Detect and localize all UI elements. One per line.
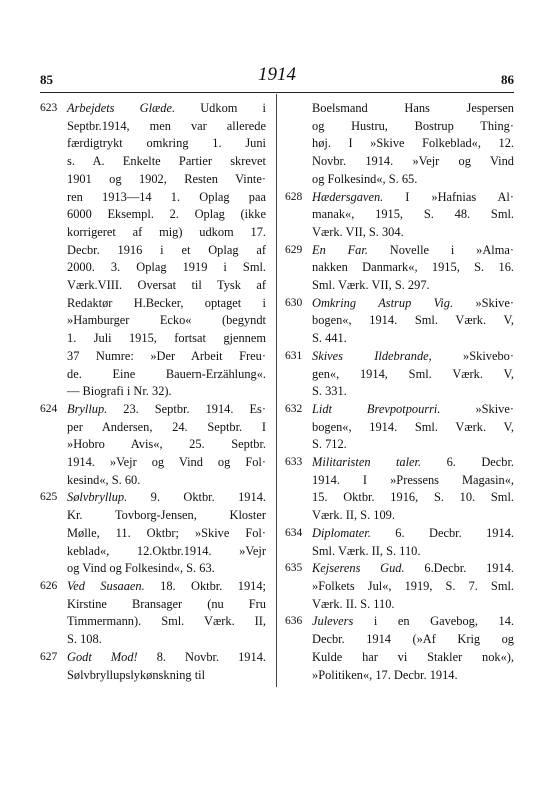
entry-line — [67, 401, 266, 419]
entry-number: 630 — [285, 296, 303, 309]
entry-line — [67, 277, 266, 295]
bibliography-entry — [285, 560, 514, 613]
entry-number: 626 — [40, 579, 58, 592]
entry-text: keblad«, 12.Oktbr.1914. »Vejr — [67, 543, 266, 558]
entry-title: Bryllup. — [67, 401, 108, 416]
entry-number: 628 — [285, 190, 303, 203]
bibliography-entry — [285, 242, 514, 295]
entry-number: 624 — [40, 402, 58, 415]
entry-text: Decbr. 1916 i et Oplag af — [67, 242, 266, 257]
entry-line — [312, 472, 514, 490]
entry-line — [67, 649, 266, 667]
entry-line — [312, 419, 514, 437]
entry-text: Værk.VIII. Oversat til Tysk af — [67, 278, 266, 293]
entry-line — [312, 596, 514, 614]
entry-text: Novbr. 1914. »Vejr og Vind — [312, 154, 514, 169]
entry-title: Sølvbryllup. — [67, 490, 128, 505]
entry-line — [67, 153, 266, 171]
entry-line — [67, 118, 266, 136]
entry-line — [312, 100, 514, 118]
entry-text: S. 108. — [67, 632, 102, 647]
entry-text: 15. Oktbr. 1916, S. 10. Sml. — [312, 490, 514, 505]
bibliography-entry — [40, 649, 266, 684]
entry-number: 632 — [285, 402, 303, 415]
entry-text: S. 441. — [312, 331, 347, 346]
entry-text: ren 1913—14 1. Oplag paa — [67, 189, 266, 204]
entry-line — [67, 206, 266, 224]
left-column — [40, 100, 266, 684]
entry-text: Redaktør H.Becker, optaget i — [67, 295, 266, 310]
entry-line — [312, 312, 514, 330]
entry-text: Kr. Tovborg-Jensen, Kloster — [67, 508, 266, 523]
entry-text: »Politiken«, 17. Decbr. 1914. — [312, 667, 458, 682]
entry-text: 6. Decbr. — [421, 455, 515, 470]
entry-number: 627 — [40, 650, 58, 663]
entry-text: gen«, 1914, Sml. Værk. V, — [312, 366, 514, 381]
entry-line — [312, 189, 514, 207]
entry-title: Militaristen taler. — [312, 455, 422, 470]
entry-number: 625 — [40, 491, 58, 504]
entry-text: og Hustru, Bostrup Thing· — [312, 118, 514, 133]
entry-text: Novelle i »Alma· — [367, 242, 515, 257]
entry-text: 37 Numre: »Der Arbeit Freu· — [67, 348, 266, 363]
entry-text: bogen«, 1914. Sml. Værk. V, — [312, 313, 514, 328]
entry-line — [67, 578, 266, 596]
entry-line — [312, 277, 514, 295]
header-rule — [40, 92, 514, 93]
entry-line — [312, 649, 514, 667]
bibliography-entry — [40, 489, 266, 578]
entry-line — [67, 596, 266, 614]
bibliography-entry — [285, 189, 514, 242]
entry-line — [312, 171, 514, 189]
entry-text: 6. Decbr. 1914. — [370, 525, 514, 540]
entry-text: Værk. VII, S. 304. — [312, 224, 404, 239]
bibliography-entry — [285, 100, 514, 189]
entry-number: 635 — [285, 562, 303, 575]
entry-line — [312, 118, 514, 136]
entry-line — [67, 472, 266, 490]
entry-line — [312, 436, 514, 454]
entry-line — [67, 348, 266, 366]
entry-title: Ved Susaaen. — [67, 578, 145, 593]
entry-text: Sml. Værk. VII, S. 297. — [312, 278, 430, 293]
entry-line — [67, 312, 266, 330]
entry-text: 1914. »Vejr og Vind og Fol· — [67, 455, 266, 470]
entry-text: 18. Oktbr. 1914; — [144, 578, 266, 593]
entry-text: 1901 og 1902, Resten Vinte· — [67, 171, 266, 186]
bibliography-entry — [40, 401, 266, 490]
entry-number: 629 — [285, 243, 303, 256]
entry-text: Udkom i — [175, 101, 266, 115]
entry-line — [67, 100, 266, 118]
entry-text: manak«, 1915, S. 48. Sml. — [312, 207, 514, 222]
entry-text: Sml. Værk. II, S. 110. — [312, 543, 421, 558]
entry-line — [312, 525, 514, 543]
entry-line — [67, 525, 266, 543]
entry-text: 9. Oktbr. 1914. — [127, 490, 266, 505]
entry-text: »Skive· — [440, 401, 514, 416]
entry-line — [312, 507, 514, 525]
entry-line — [67, 667, 266, 685]
entry-line — [67, 366, 266, 384]
entry-line — [312, 613, 514, 631]
entry-line — [312, 224, 514, 242]
bibliography-entry — [40, 578, 266, 649]
entry-line — [312, 578, 514, 596]
entry-text: »Skivebo· — [431, 348, 514, 363]
entry-line — [67, 295, 266, 313]
entry-line — [312, 206, 514, 224]
entry-line — [67, 543, 266, 561]
entry-title: En Far. — [312, 242, 368, 257]
entry-line — [67, 383, 266, 401]
running-title-year: 1914 — [258, 64, 296, 85]
entry-number: 634 — [285, 526, 303, 539]
entry-text: »Hobro Avis«, 25. Septbr. — [67, 437, 266, 452]
entry-line — [67, 507, 266, 525]
bibliography-entry — [285, 454, 514, 525]
right-page-number: 86 — [501, 72, 514, 87]
entry-text: 23. Septbr. 1914. Es· — [107, 401, 266, 416]
entry-line — [67, 419, 266, 437]
entry-line — [312, 454, 514, 472]
entry-text: i en Gavebog, 14. — [353, 614, 514, 629]
entry-text: Septbr.1914, men var allerede — [67, 118, 266, 133]
entry-text: kesind«, S. 60. — [67, 472, 141, 487]
entry-text: Boelsmand Hans Jespersen — [312, 101, 514, 115]
column-divider — [276, 94, 277, 687]
page-header — [40, 64, 514, 90]
entry-text: Kulde har vi Stakler nok«), — [312, 649, 514, 664]
bibliography-entry — [285, 348, 514, 401]
entry-title: Lidt Brevpotpourri. — [312, 401, 441, 416]
entry-line — [312, 153, 514, 171]
entry-line — [67, 330, 266, 348]
entry-title: Hædersgaven. — [312, 189, 384, 204]
entry-line — [67, 489, 266, 507]
entry-line — [67, 454, 266, 472]
entry-title: Kejserens Gud. — [312, 561, 405, 576]
entry-line — [312, 489, 514, 507]
entry-text: »Hamburger Ecko« (begyndt — [67, 313, 266, 328]
entry-number: 633 — [285, 456, 303, 469]
entry-text: »Skive· — [453, 295, 514, 310]
entry-title: Godt Mod! — [67, 649, 138, 664]
entry-line — [312, 242, 514, 260]
entry-text: S. 712. — [312, 437, 347, 452]
entry-text: 1914. I »Pressens Magasin«, — [312, 472, 514, 487]
entry-line — [67, 171, 266, 189]
entry-line — [312, 667, 514, 685]
entry-title: Skives Ildebrande, — [312, 348, 432, 363]
entry-title: Diplomater. — [312, 525, 371, 540]
entry-text: nakken Danmark«, 1915, S. 16. — [312, 260, 514, 275]
entry-line — [67, 560, 266, 578]
entry-text: Værk. II, S. 109. — [312, 508, 395, 523]
entry-line — [67, 135, 266, 153]
entry-line — [312, 135, 514, 153]
entry-line — [312, 560, 514, 578]
bibliography-entry — [285, 613, 514, 684]
entry-line — [67, 242, 266, 260]
entry-text: »Folkets Jul«, 1919, S. 7. Sml. — [312, 578, 514, 593]
entry-text: Værk. II. S. 110. — [312, 596, 395, 611]
entry-text: de. Eine Bauern-Erzählung«. — [67, 366, 266, 381]
left-page-number: 85 — [40, 72, 53, 87]
entry-line — [67, 224, 266, 242]
bibliography-entry — [40, 100, 266, 401]
entry-text: bogen«, 1914. Sml. Værk. V, — [312, 419, 514, 434]
entry-text: færdigtrykt omkring 1. Juni — [67, 136, 266, 151]
entry-number: 636 — [285, 615, 303, 628]
entry-text: 6.Decbr. 1914. — [404, 561, 514, 576]
entry-title: Arbejdets Glæde. — [67, 101, 176, 115]
entry-text: 2000. 3. Oplag 1919 i Sml. — [67, 260, 266, 275]
entry-text: s. A. Enkelte Partier skrevet — [67, 154, 266, 169]
bibliography-entry — [285, 295, 514, 348]
entry-text: høj. I »Skive Folkeblad«, 12. — [312, 136, 514, 151]
entry-number: 623 — [40, 102, 58, 114]
entry-line — [312, 631, 514, 649]
right-column — [285, 100, 514, 684]
entry-text: Kirstine Bransager (nu Fru — [67, 596, 266, 611]
entry-text: S. 331. — [312, 384, 347, 399]
entry-text: 1. Juli 1915, fortsat gjennem — [67, 331, 266, 346]
entry-text: Mølle, 11. Oktbr; »Skive Fol· — [67, 525, 266, 540]
entry-text: Sølvbryllupslykønskning til — [67, 667, 206, 682]
entry-text: Timmermann). Sml. Værk. II, — [67, 614, 266, 629]
entry-line — [67, 613, 266, 631]
entry-line — [67, 631, 266, 649]
bibliography-entry — [285, 401, 514, 454]
entry-line — [312, 330, 514, 348]
entry-text: og Vind og Folkesind«, S. 63. — [67, 561, 215, 576]
entry-line — [312, 295, 514, 313]
entry-line — [312, 401, 514, 419]
entry-text: 8. Novbr. 1914. — [137, 649, 266, 664]
entry-text: 6000 Eksempl. 2. Oplag (ikke — [67, 207, 266, 222]
entry-text: I »Hafnias Al· — [383, 189, 514, 204]
entry-line — [312, 543, 514, 561]
entry-text: per Andersen, 24. Septbr. I — [67, 419, 266, 434]
entry-title: Julevers — [312, 614, 354, 629]
entry-line — [312, 348, 514, 366]
entry-line — [67, 259, 266, 277]
entry-text: og Folkesind«, S. 65. — [312, 171, 418, 186]
entry-line — [67, 436, 266, 454]
bibliography-entry — [285, 525, 514, 560]
entry-text: Decbr. 1914 (»Af Krig og — [312, 632, 514, 647]
entry-line — [312, 259, 514, 277]
entry-text: korrigeret af mig) udkom 17. — [67, 224, 266, 239]
entry-line — [312, 366, 514, 384]
entry-text: — Biografi i Nr. 32). — [67, 384, 172, 399]
entry-line — [312, 383, 514, 401]
entry-number: 631 — [285, 349, 303, 362]
entry-line — [67, 189, 266, 207]
entry-title: Omkring Astrup Vig. — [312, 295, 454, 310]
